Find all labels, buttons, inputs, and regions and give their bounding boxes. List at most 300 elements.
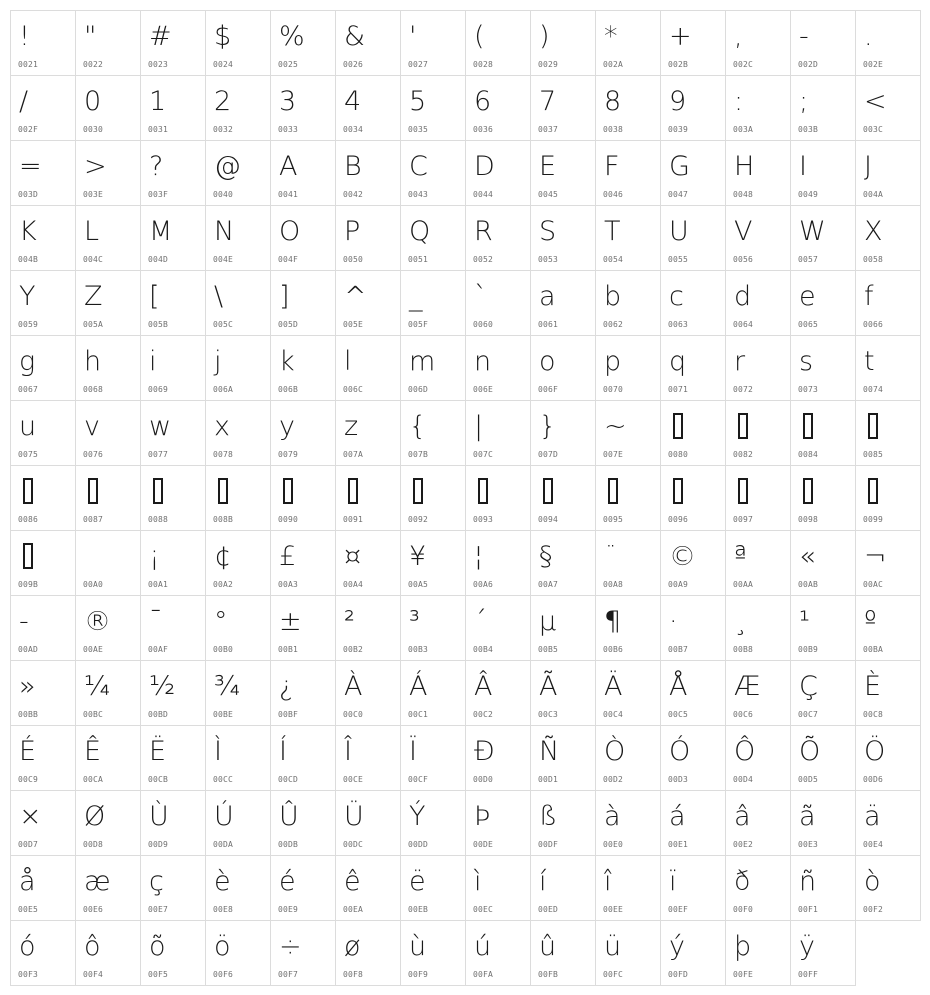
glyph-cell [530,725,596,791]
glyph-character: A [279,151,298,182]
glyph-cell [595,790,661,856]
glyph-character: ± [279,606,302,637]
glyph-codepoint-label: 00B3 [408,645,429,654]
glyph-cell [270,75,336,141]
glyph-character: Ó [669,736,691,767]
glyph-codepoint-label: 007B [408,450,429,459]
glyph-codepoint-label: 0031 [148,125,169,134]
glyph-codepoint-label: 0027 [408,60,429,69]
glyph-cell [790,660,856,726]
glyph-codepoint-label: 0042 [343,190,364,199]
glyph-codepoint-label: 0085 [863,450,884,459]
glyph-codepoint-label: 00EF [668,905,689,914]
glyph-codepoint-label: 00B8 [733,645,754,654]
glyph-character: ¼ [84,671,111,702]
glyph-cell [400,400,466,466]
glyph-codepoint-label: 0082 [733,450,754,459]
glyph-cell [855,140,921,206]
glyph-codepoint-label: 0060 [473,320,494,329]
glyph-cell [335,465,401,531]
glyph-character: , [734,21,743,52]
glyph-codepoint-label: 0092 [408,515,429,524]
glyph-codepoint-label: 00FB [538,970,559,979]
glyph-character: ó [19,931,36,962]
glyph-cell [10,920,76,986]
glyph-codepoint-label: 00D5 [798,775,819,784]
glyph-codepoint-label: 00BE [213,710,234,719]
glyph-cell [10,725,76,791]
glyph-codepoint-label: 004A [863,190,884,199]
glyph-cell [335,335,401,401]
glyph-character: í [539,866,547,897]
glyph-cell [400,530,466,596]
glyph-character: | [474,411,484,442]
glyph-codepoint-label: 0025 [278,60,299,69]
missing-glyph-box-icon [738,413,748,439]
glyph-character: U [669,216,689,247]
glyph-codepoint-label: 00B4 [473,645,494,654]
glyph-codepoint-label: 00C8 [863,710,884,719]
glyph-codepoint-label: 0053 [538,255,559,264]
glyph-cell [465,400,531,466]
glyph-cell [725,205,791,271]
glyph-cell [75,140,141,206]
glyph-cell [725,465,791,531]
glyph-codepoint-label: 0047 [668,190,689,199]
glyph-cell [530,790,596,856]
glyph-cell [205,725,271,791]
glyph-cell [725,140,791,206]
glyph-character: V [734,216,753,247]
missing-glyph-box-icon [673,413,683,439]
glyph-cell [660,595,726,661]
glyph-codepoint-label: 00B6 [603,645,624,654]
glyph-cell [205,595,271,661]
glyph-codepoint-label: 0075 [18,450,39,459]
glyph-character: ; [799,86,809,117]
glyph-character: · [669,606,678,637]
glyph-codepoint-label: 0034 [343,125,364,134]
glyph-cell [400,855,466,921]
glyph-cell [855,270,921,336]
glyph-codepoint-label: 00A6 [473,580,494,589]
glyph-character: j [214,346,222,377]
glyph-character: Ô [734,736,756,767]
glyph-cell [140,530,206,596]
glyph-cell [75,335,141,401]
glyph-codepoint-label: 0067 [18,385,39,394]
glyph-cell [270,920,336,986]
glyph-character: 8 [604,86,622,117]
glyph-character: Ë [149,736,167,767]
glyph-character: * [604,21,618,52]
glyph-cell [270,465,336,531]
missing-glyph-box-icon [23,543,33,569]
glyph-character: Ø [84,801,106,832]
glyph-codepoint-label: 00DD [408,840,429,849]
glyph-cell [660,400,726,466]
glyph-cell [725,400,791,466]
glyph-codepoint-label: 0098 [798,515,819,524]
glyph-cell [400,10,466,76]
glyph-cell [465,75,531,141]
glyph-codepoint-label: 003F [148,190,169,199]
glyph-codepoint-label: 005E [343,320,364,329]
glyph-codepoint-label: 0037 [538,125,559,134]
glyph-character: £ [279,541,297,572]
glyph-cell [205,855,271,921]
glyph-cell [205,530,271,596]
glyph-character: ¦ [474,541,484,572]
glyph-character: Æ [734,671,761,702]
glyph-character: º [864,606,877,637]
glyph-character: Z [84,281,103,312]
glyph-cell [530,205,596,271]
glyph-codepoint-label: 0070 [603,385,624,394]
glyph-codepoint-label: 00D8 [83,840,104,849]
glyph-codepoint-label: 00CE [343,775,364,784]
glyph-character: Ì [214,736,222,767]
glyph-character: w [149,411,172,442]
glyph-codepoint-label: 0052 [473,255,494,264]
glyph-character: Ð [474,736,495,767]
glyph-cell [140,920,206,986]
glyph-codepoint-label: 00A4 [343,580,364,589]
missing-glyph-box-icon [88,478,98,504]
glyph-character: 5 [409,86,427,117]
glyph-codepoint-label: 00F9 [408,970,429,979]
glyph-codepoint-label: 00ED [538,905,559,914]
glyph-codepoint-label: 00A2 [213,580,234,589]
glyph-character: W [799,216,826,247]
glyph-codepoint-label: 0078 [213,450,234,459]
glyph-character: I [799,151,807,182]
glyph-codepoint-label: 0049 [798,190,819,199]
glyph-cell [140,660,206,726]
glyph-codepoint-label: 0077 [148,450,169,459]
glyph-codepoint-label: 005F [408,320,429,329]
glyph-codepoint-label: 0021 [18,60,39,69]
glyph-codepoint-label: 00A3 [278,580,299,589]
glyph-character: Û [279,801,299,832]
glyph-codepoint-label: 00BC [83,710,104,719]
glyph-codepoint-label: 006C [343,385,364,394]
glyph-cell [270,10,336,76]
glyph-codepoint-label: 00DF [538,840,559,849]
glyph-cell [270,855,336,921]
glyph-cell [855,660,921,726]
glyph-codepoint-label: 00C0 [343,710,364,719]
glyph-character: õ [149,931,166,962]
glyph-cell [855,205,921,271]
glyph-cell [530,595,596,661]
glyph-cell [595,725,661,791]
glyph-cell [530,400,596,466]
glyph-cell [335,920,401,986]
glyph-character: % [279,21,305,52]
glyph-character: h [84,346,102,377]
glyph-cell [270,790,336,856]
glyph-codepoint-label: 00D6 [863,775,884,784]
glyph-cell [855,595,921,661]
glyph-codepoint-label: 003C [863,125,884,134]
glyph-codepoint-label: 006F [538,385,559,394]
glyph-codepoint-label: 00AE [83,645,104,654]
glyph-cell [660,140,726,206]
glyph-character: ë [409,866,426,897]
glyph-codepoint-label: 00D0 [473,775,494,784]
glyph-codepoint-label: 0080 [668,450,689,459]
glyph-codepoint-label: 00E6 [83,905,104,914]
glyph-cell [140,400,206,466]
glyph-cell [725,920,791,986]
glyph-character: ¬ [864,541,887,572]
glyph-character: < [864,86,887,117]
glyph-character: N [214,216,235,247]
glyph-codepoint-label: 00F4 [83,970,104,979]
glyph-character: y [279,411,295,442]
glyph-cell [140,335,206,401]
glyph-codepoint-label: 00F2 [863,905,884,914]
glyph-cell [530,660,596,726]
glyph-character: / [19,86,29,117]
glyph-cell [205,335,271,401]
glyph-codepoint-label: 00B1 [278,645,299,654]
glyph-codepoint-label: 00E7 [148,905,169,914]
glyph-cell [75,530,141,596]
glyph-cell [205,920,271,986]
glyph-codepoint-label: 00C9 [18,775,39,784]
glyph-cell [530,335,596,401]
glyph-codepoint-label: 00D4 [733,775,754,784]
glyph-cell [465,790,531,856]
glyph-codepoint-label: 0035 [408,125,429,134]
glyph-cell [725,660,791,726]
glyph-character: l [344,346,352,377]
glyph-codepoint-label: 006E [473,385,494,394]
glyph-cell [140,595,206,661]
glyph-character: H [734,151,755,182]
glyph-codepoint-label: 00AD [18,645,39,654]
glyph-codepoint-label: 0032 [213,125,234,134]
glyph-character: ñ [799,866,817,897]
glyph-codepoint-label: 00B0 [213,645,234,654]
glyph-codepoint-label: 0088 [148,515,169,524]
glyph-codepoint-label: 007A [343,450,364,459]
glyph-cell [660,75,726,141]
glyph-cell [595,660,661,726]
glyph-character: ª [734,541,747,572]
glyph-cell [790,790,856,856]
glyph-character: Ù [149,801,169,832]
glyph-character: ® [84,606,111,637]
glyph-codepoint-label: 0026 [343,60,364,69]
glyph-codepoint-label: 00E9 [278,905,299,914]
glyph-codepoint-label: 00D1 [538,775,559,784]
glyph-cell [660,10,726,76]
glyph-codepoint-label: 00C6 [733,710,754,719]
glyph-character: ¡ [149,541,160,572]
glyph-cell [75,465,141,531]
glyph-character: ' [409,21,417,52]
glyph-character: ì [474,866,482,897]
glyph-cell [140,10,206,76]
glyph-character: ² [344,606,355,637]
glyph-cell [660,465,726,531]
glyph-codepoint-label: 00FD [668,970,689,979]
glyph-cell [595,270,661,336]
glyph-character: P [344,216,361,247]
glyph-character: æ [84,866,111,897]
glyph-codepoint-label: 009B [18,580,39,589]
glyph-codepoint-label: 00CB [148,775,169,784]
glyph-cell [595,595,661,661]
glyph-cell [465,595,531,661]
glyph-codepoint-label: 0074 [863,385,884,394]
glyph-cell [335,10,401,76]
glyph-cell [270,725,336,791]
glyph-character: Ò [604,736,626,767]
glyph-character: ] [279,281,290,312]
glyph-codepoint-label: 00EC [473,905,494,914]
glyph-codepoint-label: 0028 [473,60,494,69]
glyph-cell [270,270,336,336]
glyph-codepoint-label: 00BB [18,710,39,719]
glyph-codepoint-label: 005A [83,320,104,329]
glyph-cell [270,400,336,466]
glyph-character: R [474,216,493,247]
glyph-codepoint-label: 0055 [668,255,689,264]
glyph-character: ô [84,931,101,962]
glyph-cell [75,725,141,791]
glyph-character: § [539,541,553,572]
glyph-cell [335,660,401,726]
glyph-codepoint-label: 0062 [603,320,624,329]
glyph-character: ä [864,801,881,832]
glyph-cell [855,465,921,531]
glyph-codepoint-label: 00C1 [408,710,429,719]
glyph-codepoint-label: 0043 [408,190,429,199]
glyph-character: J [864,151,872,182]
glyph-character: É [19,736,37,767]
glyph-cell [140,205,206,271]
glyph-character: Í [279,736,287,767]
glyph-character: ß [539,801,558,832]
glyph-cell [270,595,336,661]
glyph-cell [140,855,206,921]
glyph-cell [530,140,596,206]
glyph-cell [465,660,531,726]
glyph-character: ¶ [604,606,622,637]
glyph-cell [660,790,726,856]
glyph-character: Ñ [539,736,560,767]
glyph-character: $ [214,21,232,52]
glyph-codepoint-label: 0090 [278,515,299,524]
glyph-character: ï [669,866,677,897]
glyph-cell [400,335,466,401]
glyph-cell [465,140,531,206]
glyph-cell [465,335,531,401]
glyph-character: C [409,151,428,182]
glyph-codepoint-label: 0038 [603,125,624,134]
glyph-cell [530,465,596,531]
glyph-codepoint-label: 00E2 [733,840,754,849]
glyph-codepoint-label: 004B [18,255,39,264]
glyph-cell [270,530,336,596]
glyph-character: û [539,931,557,962]
glyph-codepoint-label: 00FA [473,970,494,979]
glyph-cell [140,465,206,531]
glyph-codepoint-label: 0093 [473,515,494,524]
glyph-cell [790,75,856,141]
glyph-codepoint-label: 0084 [798,450,819,459]
glyph-codepoint-label: 00F7 [278,970,299,979]
glyph-codepoint-label: 00A0 [83,580,104,589]
glyph-character: ( [474,21,485,52]
glyph-cell [205,400,271,466]
missing-glyph-box-icon [673,478,683,504]
glyph-character: ¿ [279,671,294,702]
glyph-character: à [604,801,621,832]
glyph-cell [205,790,271,856]
glyph-cell [530,920,596,986]
glyph-character: ! [19,21,30,52]
glyph-character: [ [149,281,160,312]
glyph-cell [855,790,921,856]
glyph-cell [725,335,791,401]
glyph-character: ` [474,281,488,312]
glyph-codepoint-label: 00EA [343,905,364,914]
glyph-character: Q [409,216,431,247]
missing-glyph-box-icon [738,478,748,504]
glyph-codepoint-label: 0057 [798,255,819,264]
glyph-cell [270,335,336,401]
glyph-cell [465,920,531,986]
glyph-character: ò [864,866,881,897]
glyph-cell [10,465,76,531]
glyph-codepoint-label: 00A8 [603,580,624,589]
glyph-codepoint-label: 00F8 [343,970,364,979]
missing-glyph-box-icon [803,478,813,504]
glyph-codepoint-label: 0058 [863,255,884,264]
glyph-cell [205,270,271,336]
glyph-character: ÿ [799,931,815,962]
glyph-character: ã [799,801,816,832]
glyph-codepoint-label: 00E5 [18,905,39,914]
glyph-cell [10,205,76,271]
glyph-character: ~ [604,411,627,442]
glyph-character: S [539,216,557,247]
glyph-codepoint-label: 00C5 [668,710,689,719]
glyph-character: Ê [84,736,102,767]
glyph-cell [400,75,466,141]
glyph-character: Ï [409,736,417,767]
glyph-codepoint-label: 00DE [473,840,494,849]
glyph-cell [205,75,271,141]
glyph-codepoint-label: 00B9 [798,645,819,654]
glyph-cell [140,140,206,206]
glyph-cell [140,75,206,141]
glyph-cell [10,660,76,726]
glyph-cell [10,140,76,206]
glyph-cell [270,140,336,206]
glyph-cell [75,205,141,271]
glyph-character: Ú [214,801,234,832]
glyph-codepoint-label: 007E [603,450,624,459]
glyph-codepoint-label: 00AA [733,580,754,589]
glyph-character: s [799,346,814,377]
missing-glyph-box-icon [348,478,358,504]
